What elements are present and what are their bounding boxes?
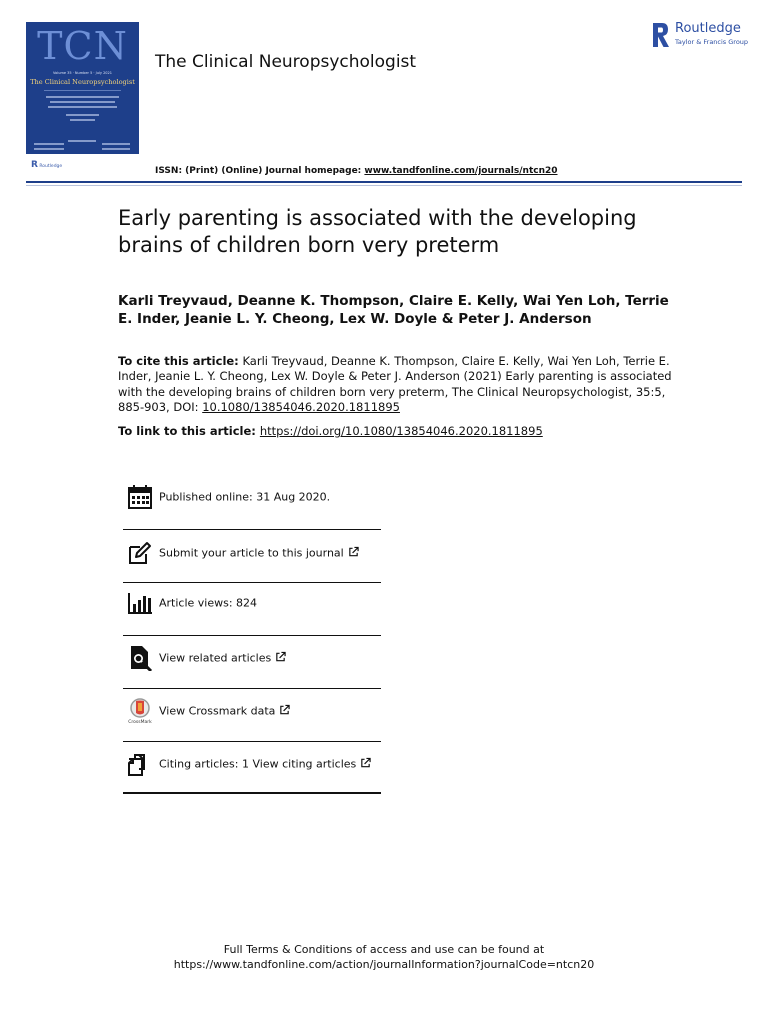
header-divider-thin [26, 185, 742, 186]
cover-text-block [102, 148, 130, 150]
crossmark-label: View Crossmark data [159, 704, 276, 718]
citing-articles-label: Citing articles: 1 View citing articles [159, 757, 357, 771]
external-link-icon [279, 705, 290, 716]
edit-pencil-icon [127, 540, 153, 566]
related-articles-link[interactable] [159, 652, 286, 665]
issn-text: ISSN: (Print) (Online) Journal homepage: [155, 166, 365, 176]
article-authors: Karli Treyvaud, Deanne K. Thompson, Claire E. Kelly, Wai Yen Loh, Terrie E. Inder, Jeanie L. Y. Cheong, Lex W. Doyle & Peter J. Anderson [118, 293, 669, 327]
submit-article-label: Submit your article to this journal [159, 546, 344, 560]
external-link-icon [348, 547, 359, 558]
related-articles-label: View related articles [159, 651, 272, 665]
document-search-icon [127, 645, 153, 671]
cite-label: To cite this article: [118, 354, 239, 368]
bar-chart-icon [127, 590, 153, 616]
header-divider [26, 181, 742, 183]
cover-footer [31, 160, 62, 170]
cover-footer-label: Routledge [39, 164, 63, 169]
journal-homepage-link[interactable]: www.tandfonline.com/journals/ntcn20 [364, 166, 558, 176]
crossmark-link[interactable] [159, 705, 290, 718]
article-title: Early parenting is associated with the developing brains of children born very preterm [118, 206, 637, 257]
issn-line [155, 166, 558, 176]
crossmark-item[interactable] [123, 685, 381, 737]
cover-text-block [66, 114, 99, 116]
cover-text-block [68, 140, 96, 142]
publisher-subtitle: Taylor & Francis Group [675, 38, 749, 46]
link-label: To link to this article: [118, 424, 260, 438]
cover-text-block [46, 96, 119, 98]
article-doi-link[interactable]: https://doi.org/10.1080/13854046.2020.1811895 [259, 424, 543, 438]
terms-footer [0, 942, 768, 972]
terms-footer-line1: Full Terms & Conditions of access and use can be found at [223, 943, 545, 956]
external-link-icon [275, 652, 286, 663]
article-link-line [118, 424, 718, 438]
cover-text-block [34, 148, 64, 150]
submit-article-link[interactable] [159, 547, 359, 560]
article-views-item [123, 577, 381, 629]
crossmark-icon [127, 698, 153, 724]
citing-documents-icon [127, 751, 153, 777]
citation-block [118, 354, 678, 416]
cover-text-block [48, 106, 117, 108]
cite-doi-link[interactable]: 10.1080/13854046.2020.1811895 [202, 400, 400, 415]
calendar-icon [127, 484, 153, 510]
published-online-item [123, 471, 381, 523]
crossmark-icon-label: CrossMark [128, 720, 152, 724]
terms-footer-url[interactable]: https://www.tandfonline.com/action/journalInformation?journalCode=ntcn20 [173, 958, 595, 971]
citing-articles-link[interactable] [159, 758, 371, 771]
cover-acronym: TCN [37, 24, 128, 68]
cover-volume: Volume 35 · Number 5 · July 2021 [53, 71, 112, 75]
cover-footer-mark: R [31, 160, 38, 170]
published-online-text: Published online: 31 Aug 2020. [159, 490, 331, 504]
routledge-r-icon [651, 21, 671, 49]
article-views-text: Article views: 824 [159, 596, 258, 610]
publisher-name: Routledge [675, 21, 741, 36]
routledge-logo[interactable] [651, 21, 751, 51]
journal-cover-image [26, 22, 139, 154]
cite-text: Karli Treyvaud, Deanne K. Thompson, Claire E. Kelly, Wai Yen Loh, Terrie E. Inder, Jeanie L. Y. Cheong, Lex W. Doyle & Peter J. Anderson (2021) Early parenting is associated with the developing brains of children born very preterm, The Clinical Neuropsychologist, 35:5, 885-903, DOI: [118, 354, 672, 415]
citing-articles-item[interactable] [123, 738, 381, 790]
cover-text-block [102, 143, 130, 145]
submit-article-item[interactable] [123, 527, 381, 579]
external-link-icon [360, 758, 371, 769]
journal-title: The Clinical Neuropsychologist [155, 52, 417, 72]
related-articles-item[interactable] [123, 632, 381, 684]
info-separator-bottom [123, 792, 381, 794]
cover-text-block [70, 119, 95, 121]
cover-text-block [50, 101, 115, 103]
cover-divider [44, 90, 121, 91]
cover-text-block [34, 143, 64, 145]
cover-title: The Clinical Neuropsychologist [30, 78, 135, 86]
